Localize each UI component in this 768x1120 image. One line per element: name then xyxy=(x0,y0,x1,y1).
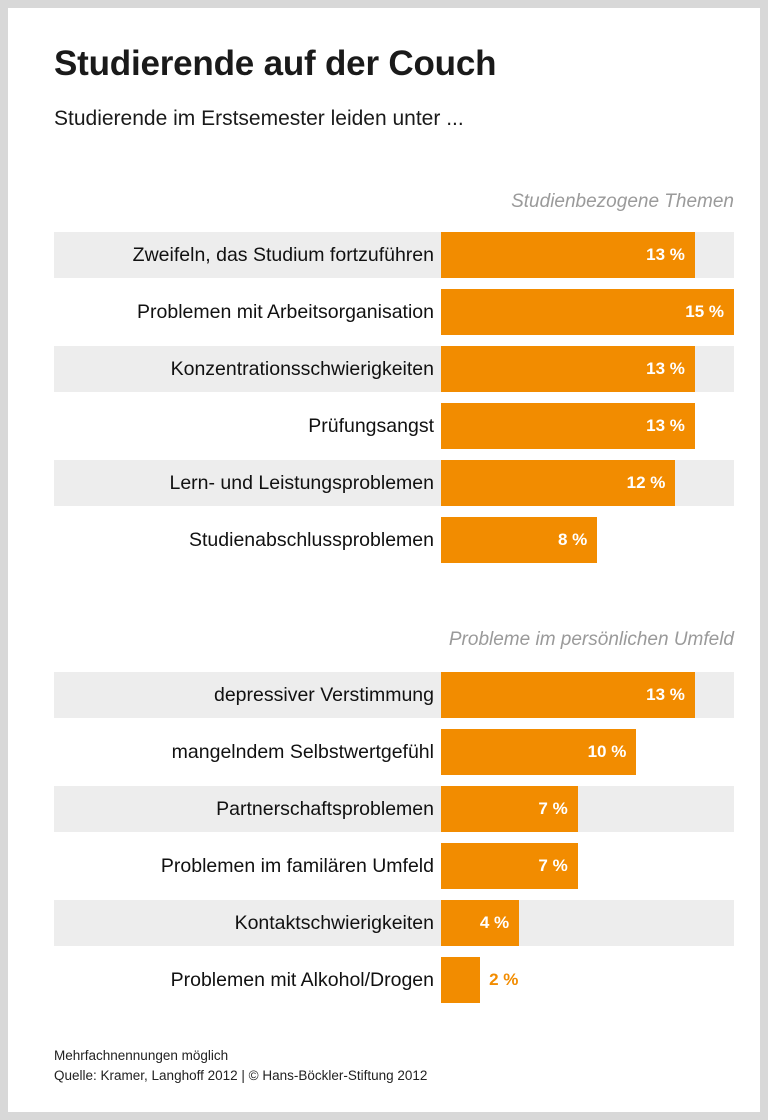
bar xyxy=(441,289,734,335)
bar-value: 13 % xyxy=(646,245,685,264)
table-row xyxy=(54,900,734,946)
group-label-persoenliches-umfeld: Probleme im persönlichen Umfeld xyxy=(448,629,734,650)
table-row xyxy=(54,957,734,1003)
bar-label: Problemen mit Alkohol/Drogen xyxy=(170,969,434,991)
table-row xyxy=(54,672,734,718)
bar-label: Lern- und Leistungsproblemen xyxy=(169,472,434,494)
footer-note: Mehrfachnennungen möglich xyxy=(54,1047,229,1063)
bar-label: Partnerschaftsproblemen xyxy=(216,798,434,820)
table-row xyxy=(54,843,734,889)
table-row xyxy=(54,403,734,449)
bar-label: Kontaktschwierigkeiten xyxy=(234,912,434,934)
bar xyxy=(441,403,695,449)
group-label-studienbezogene: Studienbezogene Themen xyxy=(511,191,734,212)
bar-label: Prüfungsangst xyxy=(308,415,434,437)
bar-label: mangelndem Selbstwertgefühl xyxy=(171,741,434,763)
bar xyxy=(441,517,597,563)
bar xyxy=(441,900,519,946)
table-row xyxy=(54,729,734,775)
table-row xyxy=(54,460,734,506)
bar-label: Problemen mit Arbeitsorganisation xyxy=(137,301,434,323)
bar-label: Problemen im familären Umfeld xyxy=(160,855,434,877)
table-row xyxy=(54,232,734,278)
bar-label: Studienabschlussproblemen xyxy=(189,529,434,551)
bar xyxy=(441,957,519,1003)
page-subtitle: Studierende im Erstsemester leiden unter ... xyxy=(54,107,464,130)
footer-source: Quelle: Kramer, Langhoff 2012 | © Hans-Böckler-Stiftung 2012 xyxy=(54,1067,428,1083)
bar-value: 13 % xyxy=(646,416,685,435)
bar-value: 8 % xyxy=(557,530,588,549)
bar-group-studienbezogene xyxy=(54,232,734,574)
bar-label: depressiver Verstimmung xyxy=(213,684,434,706)
bar-label: Zweifeln, das Studium fortzuführen xyxy=(132,244,434,266)
bar xyxy=(441,672,695,718)
bar-value: 2 % xyxy=(489,970,519,989)
bar xyxy=(441,786,578,832)
bar xyxy=(441,843,578,889)
chart-content xyxy=(46,8,734,1112)
page-title: Studierende auf der Couch xyxy=(54,44,497,83)
bar xyxy=(441,729,636,775)
table-row xyxy=(54,346,734,392)
bar-value: 12 % xyxy=(626,473,666,492)
table-row xyxy=(54,289,734,335)
bar-group-persoenliches-umfeld xyxy=(54,672,734,1014)
bar-value: 7 % xyxy=(538,799,568,818)
footer xyxy=(54,1046,427,1087)
bar-value: 15 % xyxy=(685,302,724,321)
bar xyxy=(441,232,695,278)
bar-value: 13 % xyxy=(646,685,685,704)
bar xyxy=(441,346,695,392)
bar-value: 10 % xyxy=(587,742,627,761)
bar-label: Konzentrationsschwierigkeiten xyxy=(170,358,434,380)
bar xyxy=(441,460,675,506)
infographic-page xyxy=(8,8,760,1112)
bar-value: 4 % xyxy=(479,913,510,932)
bar-value: 13 % xyxy=(646,359,685,378)
table-row xyxy=(54,517,734,563)
bar-value: 7 % xyxy=(538,856,568,875)
table-row xyxy=(54,786,734,832)
